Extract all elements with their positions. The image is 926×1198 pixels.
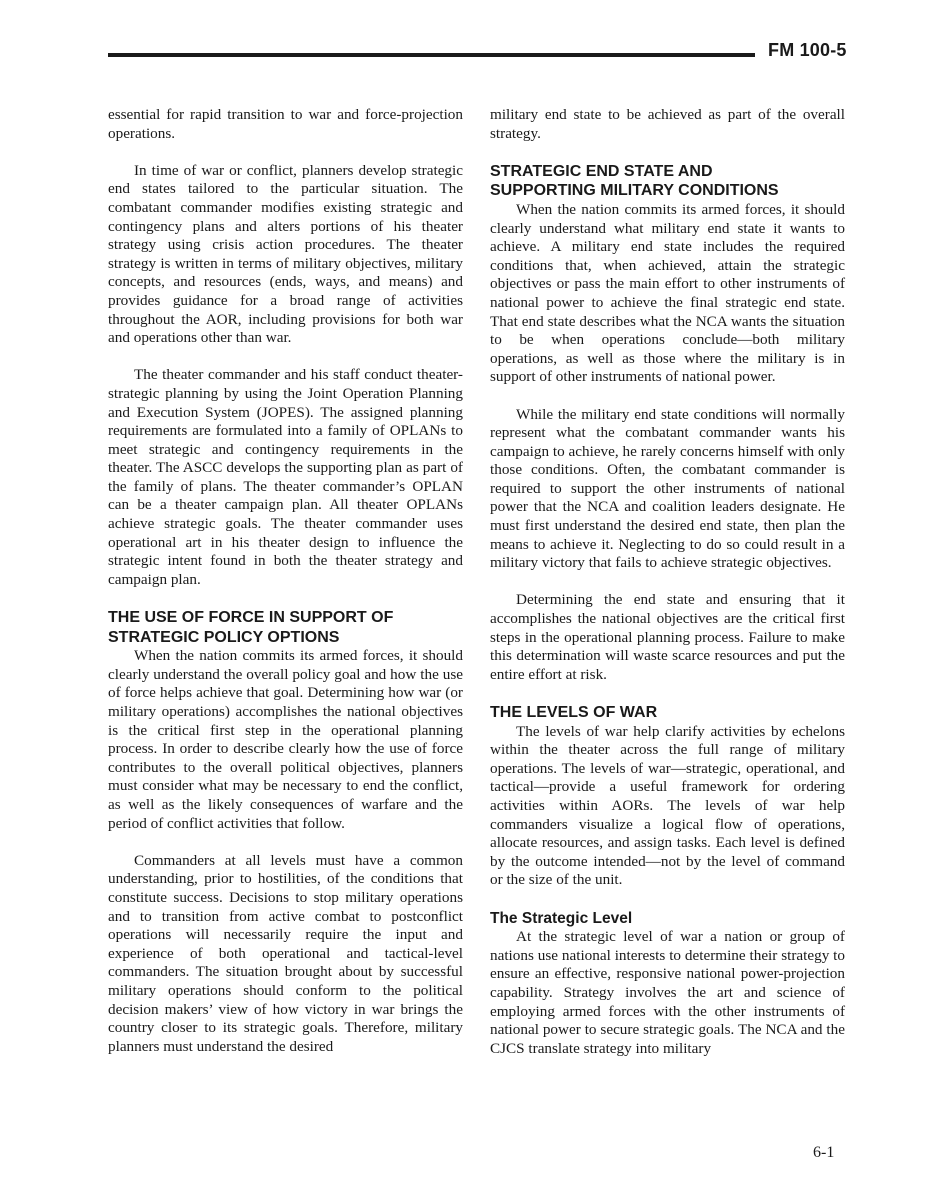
document-id: FM 100-5 (768, 40, 847, 60)
header-rule (108, 53, 755, 57)
paragraph: While the military end state conditions will normally represent what the combatant commander wants his campaign to achieve, he rarely concerns himself with only those conditions. Often, the combatant commander is required to support the other instruments of national power that the NCA and coalition leaders designate. He must first understand the desired end state, then plan the means to achieve it. Neglecting to do so could result in a military victory that fails to achieve strategic objectives. (490, 405, 845, 572)
paragraph: military end state to be achieved as part of the overall strategy. (490, 106, 845, 142)
heading-line: STRATEGIC POLICY OPTIONS (108, 628, 340, 646)
section-heading-end-state (490, 162, 845, 201)
paragraph: Determining the end state and ensuring that it accomplishes the national objectives are the critical first steps in the operational planning process. Failure to make this determination will waste scarce resources and put the entire effort at risk. (490, 591, 845, 683)
paragraph: essential for rapid transition to war and force-projection operations. (108, 106, 463, 142)
paragraph: Commanders at all levels must have a common understanding, prior to hostilities, of the conditions that constitute success. Decisions to stop military operations and to transition from active combat to postconflict operations will necessarily require the input and experience of both operational and tactical-level commanders. The situation brought about by successful military operations should conform to the political decision makers’ view of how victory in war brings the country closer to its strategic goals. Therefore, military planners must understand the desired (108, 851, 463, 1055)
heading-line: THE USE OF FORCE IN SUPPORT OF (108, 609, 394, 627)
left-column (108, 106, 463, 1056)
section-heading-levels-of-war: THE LEVELS OF WAR (490, 704, 658, 721)
heading-line: SUPPORTING MILITARY CONDITIONS (490, 182, 779, 200)
paragraph: The theater commander and his staff conduct theater-strategic planning by using the Joint Operation Planning and Execution System (JOPES). The assigned planning requirements are formulated into a family of OPLANs to meet strategic and contingency requirements in the theater. The ASCC develops the supporting plan as part of the family of plans. The theater commander’s OPLAN can be a theater campaign plan. All theater OPLANs achieve strategic goals. The theater commander uses operational art in his theater design to influence the strategic intent found in both the theater strategy and campaign plan. (108, 366, 463, 588)
paragraph: In time of war or conflict, planners develop strategic end states tailored to the particular situation. The combatant commander modifies existing strategic and contingency plans and alters portions of his theater strategy using crisis action procedures. The theater strategy is written in terms of military objectives, military concepts, and resources (ends, ways, and means) and provides guidance for a broad range of activities throughout the AOR, including provisions for both war and operations other than war. (108, 161, 463, 347)
subheading-strategic-level: The Strategic Level (490, 909, 633, 927)
heading-line: STRATEGIC END STATE AND (490, 162, 713, 180)
paragraph: When the nation commits its armed forces, it should clearly understand what military end state it wants to achieve. A military end state includes the required conditions that, when achieved, attain the strategic objectives or pass the main effort to other instruments of national power to achieve the final strategic end state. That end state describes what the NCA wants the situation to be when operations conclude—both military operations, as well as those where the military is in support of other instruments of national power. (490, 200, 845, 386)
right-column (490, 106, 845, 1058)
paragraph: At the strategic level of war a nation or group of nations use national interests to determine their strategy to ensure an effective, responsive national power-projection capability. Strategy involves the art and science of employing armed forces with the other instruments of national power to secure strategic goals. The NCA and the CJCS translate strategy into military (490, 928, 845, 1057)
paragraph: When the nation commits its armed forces, it should clearly understand the overall policy goal and how the use of force helps achieve that goal. Determining how war (or military operations) accomplishes the national objectives is the critical first step in the operational planning process. In order to describe clearly how the use of force contributes to the overall political objectives, planners must consider what may be necessary to end the conflict, as well as the likely consequences of warfare and the period of conflict activities that follow. (108, 647, 463, 832)
page-number: 6-1 (813, 1144, 835, 1161)
paragraph: The levels of war help clarify activities by echelons within the theater across the full range of military operations. The levels of war—strategic, operational, and tactical—provide a useful framework for ordering activities within AORs. The levels of war help commanders visualize a logical flow of operations, allocate resources, and assign tasks. Each level is defined by the outcome intended—not by the level of command or the size of the unit. (490, 722, 845, 889)
section-heading-use-of-force (108, 608, 463, 647)
